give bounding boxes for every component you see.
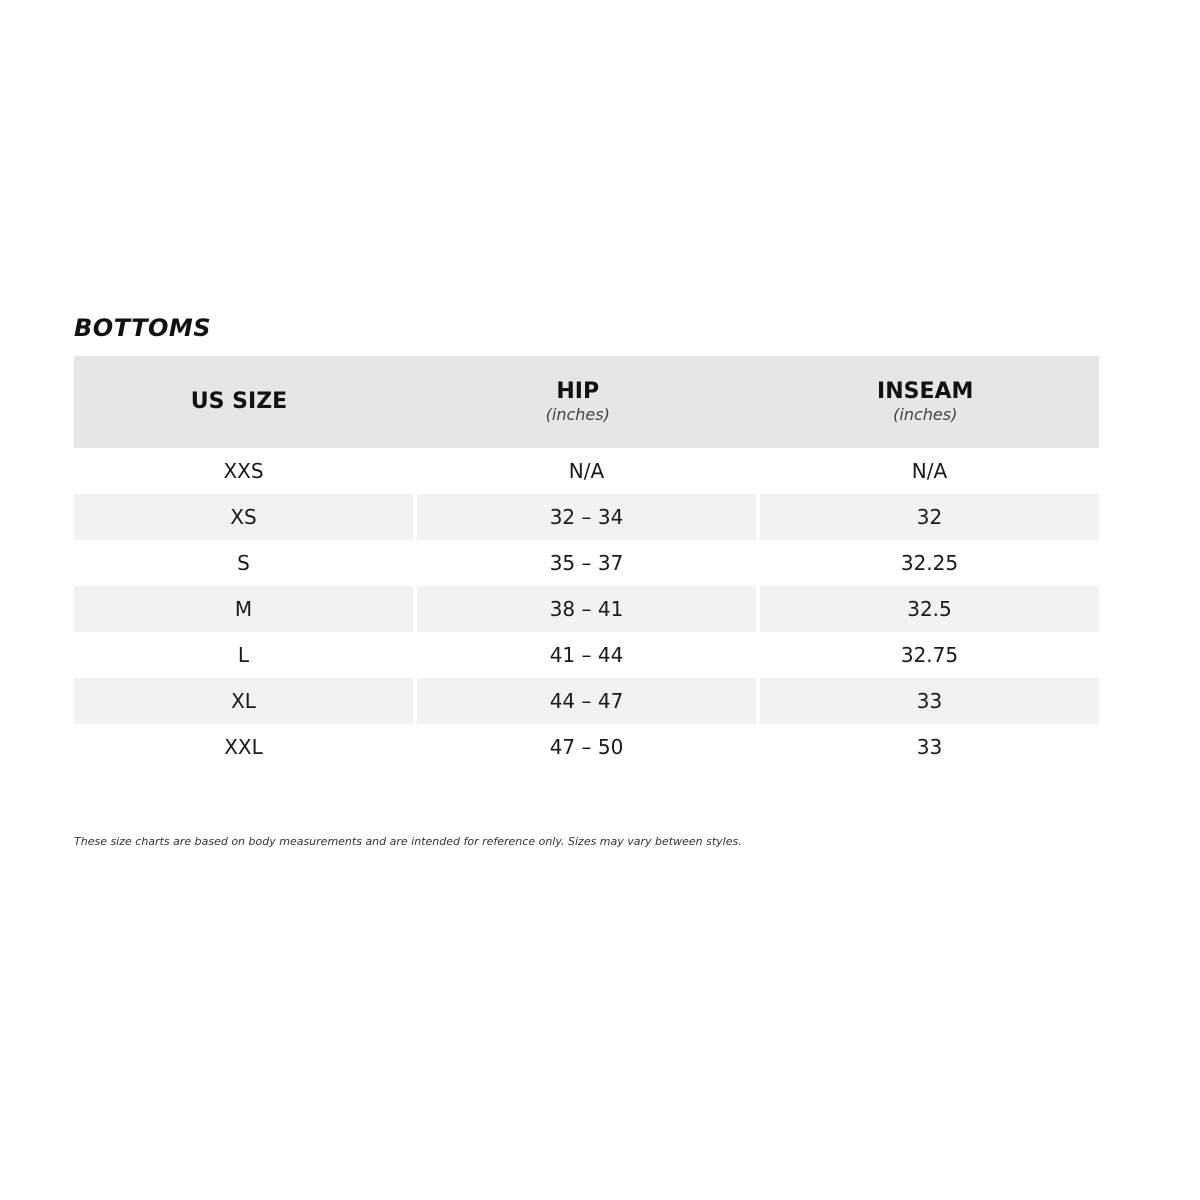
size-chart-table bbox=[74, 356, 1099, 770]
header-us-size-label: US SIZE bbox=[190, 389, 288, 414]
table-row bbox=[74, 632, 1099, 678]
cell-hip: 41 – 44 bbox=[549, 643, 624, 667]
cell-inseam: 32 bbox=[760, 494, 1099, 540]
cell-inseam: 32.25 bbox=[900, 551, 959, 575]
header-inseam-unit: (inches) bbox=[893, 405, 958, 424]
cell-hip: 35 – 37 bbox=[549, 551, 624, 575]
header-hip-unit: (inches) bbox=[545, 405, 610, 424]
table-row bbox=[74, 678, 1099, 724]
cell-size: XXS bbox=[223, 459, 264, 483]
header-us-size bbox=[74, 356, 404, 448]
header-hip-label: HIP bbox=[556, 379, 600, 404]
cell-inseam: 33 bbox=[760, 678, 1099, 724]
table-row bbox=[74, 540, 1099, 586]
header-inseam-label: INSEAM bbox=[877, 379, 974, 404]
cell-size: XXL bbox=[224, 735, 263, 759]
table-row bbox=[74, 494, 1099, 540]
cell-size: XL bbox=[74, 678, 413, 724]
table-row bbox=[74, 724, 1099, 770]
header-inseam bbox=[752, 356, 1100, 448]
cell-hip: 38 – 41 bbox=[417, 586, 756, 632]
section-title: BOTTOMS bbox=[74, 314, 212, 342]
cell-hip: N/A bbox=[568, 459, 605, 483]
table-header-row bbox=[74, 356, 1099, 448]
cell-size: L bbox=[237, 643, 250, 667]
footnote: These size charts are based on body measurements and are intended for reference only. Sizes may vary between styles. bbox=[74, 835, 742, 848]
cell-inseam: N/A bbox=[911, 459, 948, 483]
header-hip bbox=[404, 356, 752, 448]
cell-inseam: 33 bbox=[916, 735, 943, 759]
table-row bbox=[74, 448, 1099, 494]
cell-hip: 47 – 50 bbox=[549, 735, 624, 759]
cell-size: XS bbox=[74, 494, 413, 540]
table-row bbox=[74, 586, 1099, 632]
cell-hip: 44 – 47 bbox=[417, 678, 756, 724]
table-body bbox=[74, 448, 1099, 770]
cell-inseam: 32.75 bbox=[900, 643, 959, 667]
cell-hip: 32 – 34 bbox=[417, 494, 756, 540]
cell-inseam: 32.5 bbox=[760, 586, 1099, 632]
cell-size: M bbox=[74, 586, 413, 632]
cell-size: S bbox=[237, 551, 250, 575]
